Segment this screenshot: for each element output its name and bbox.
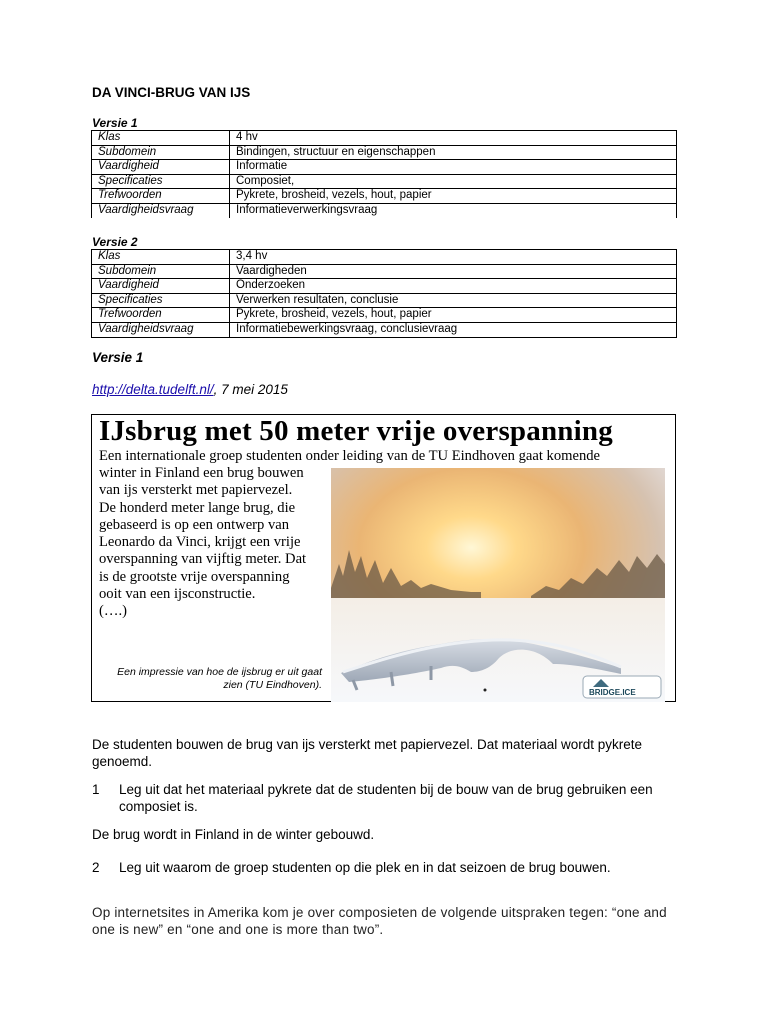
- question-2: [92, 859, 692, 879]
- source-link[interactable]: http://delta.tudelft.nl/: [92, 382, 214, 397]
- row-value: Pykrete, brosheid, vezels, hout, papier: [230, 189, 677, 204]
- table-row: [92, 203, 677, 217]
- article-line: is de grootste vrije overspanning: [99, 568, 290, 585]
- row-key: Subdomein: [92, 145, 230, 160]
- intro-paragraph: De studenten bouwen de brug van ijs versterkt met papiervezel. Dat materiaal wordt pykrete genoemd.: [92, 737, 643, 769]
- article-line: Leonardo da Vinci, krijgt een vrije: [99, 534, 301, 551]
- statement-paragraph: De brug wordt in Finland in de winter gebouwd.: [92, 827, 375, 842]
- table-row: [92, 308, 677, 323]
- row-value: Bindingen, structuur en eigenschappen: [230, 145, 677, 160]
- row-key: Klas: [92, 131, 230, 146]
- article-line: gebaseerd is op een ontwerp van: [99, 516, 290, 533]
- article-line: overspanning van vijftig meter. Dat: [99, 551, 307, 568]
- row-key: Subdomein: [92, 264, 230, 279]
- article-line: De honderd meter lange brug, die: [99, 499, 296, 516]
- table-row: [92, 174, 677, 189]
- row-key: Trefwoorden: [92, 189, 230, 204]
- article-clipping: [91, 414, 676, 702]
- row-value: Informatieverwerkingsvraag: [230, 203, 677, 217]
- row-value: Verwerken resultaten, conclusie: [230, 293, 677, 308]
- article-line: ooit van een ijsconstructie.: [99, 586, 256, 603]
- article-line: van ijs versterkt met papiervezel.: [99, 482, 293, 499]
- row-key: Vaardigheidsvraag: [92, 203, 230, 217]
- question-text: Leg uit waarom de groep studenten op die plek en in dat seizoen de brug bouwen.: [119, 860, 611, 875]
- article-lead: Een internationale groep studenten onder leiding van de TU Eindhoven gaat komende: [99, 448, 601, 464]
- row-value: Pykrete, brosheid, vezels, hout, papier: [230, 308, 677, 323]
- row-value: 4 hv: [230, 131, 677, 146]
- row-key: Specificaties: [92, 174, 230, 189]
- article-headline: IJsbrug met 50 meter vrije overspanning: [99, 415, 613, 447]
- row-key: Specificaties: [92, 293, 230, 308]
- row-key: Vaardigheid: [92, 160, 230, 175]
- document-title: DA VINCI-BRUG VAN IJS: [92, 85, 251, 100]
- row-value: Informatie: [230, 160, 677, 175]
- table-row: [92, 131, 677, 146]
- version-2-label: Versie 2: [92, 235, 138, 249]
- ice-bridge-photo: [331, 468, 665, 702]
- article-line: winter in Finland een brug bouwen: [99, 465, 304, 481]
- source-date: , 7 mei 2015: [213, 382, 288, 397]
- person-figure: [484, 689, 487, 692]
- question-1: [92, 781, 692, 817]
- row-key: Vaardigheidsvraag: [92, 322, 230, 337]
- logo-text: BRIDGE.ICE: [589, 688, 636, 697]
- question-number: 2: [92, 860, 100, 875]
- version-1-table: [91, 130, 677, 218]
- row-key: Klas: [92, 250, 230, 265]
- table-row: [92, 264, 677, 279]
- row-value: Onderzoeken: [230, 279, 677, 294]
- row-value: Informatiebewerkingsvraag, conclusievraag: [230, 322, 677, 337]
- section-heading: Versie 1: [92, 350, 144, 365]
- table-row: [92, 160, 677, 175]
- table-row: [92, 322, 677, 337]
- bridge-ice-logo: [583, 676, 661, 698]
- row-value: 3,4 hv: [230, 250, 677, 265]
- row-key: Trefwoorden: [92, 308, 230, 323]
- version-1-label: Versie 1: [92, 116, 138, 130]
- row-value: Vaardigheden: [230, 264, 677, 279]
- table-row: [92, 279, 677, 294]
- closing-paragraph: Op internetsites in Amerika kom je over composieten de volgende uitspraken tegen: “one and one is new” en “one and one is more than two”.: [92, 905, 667, 937]
- table-row: [92, 145, 677, 160]
- photo-caption: Een impressie van hoe de ijsbrug er uit gaat zien (TU Eindhoven).: [117, 666, 322, 691]
- article-body: [99, 465, 327, 621]
- row-key: Vaardigheid: [92, 279, 230, 294]
- question-number: 1: [92, 782, 100, 797]
- version-2-table: [91, 249, 677, 338]
- source-line: [92, 382, 288, 397]
- table-row: [92, 293, 677, 308]
- table-row: [92, 189, 677, 204]
- table-row: [92, 250, 677, 265]
- row-value: Composiet,: [230, 174, 677, 189]
- article-line: (….): [99, 603, 127, 620]
- question-text: Leg uit dat het materiaal pykrete dat de studenten bij de bouw van de brug gebruiken een composiet is.: [119, 782, 653, 814]
